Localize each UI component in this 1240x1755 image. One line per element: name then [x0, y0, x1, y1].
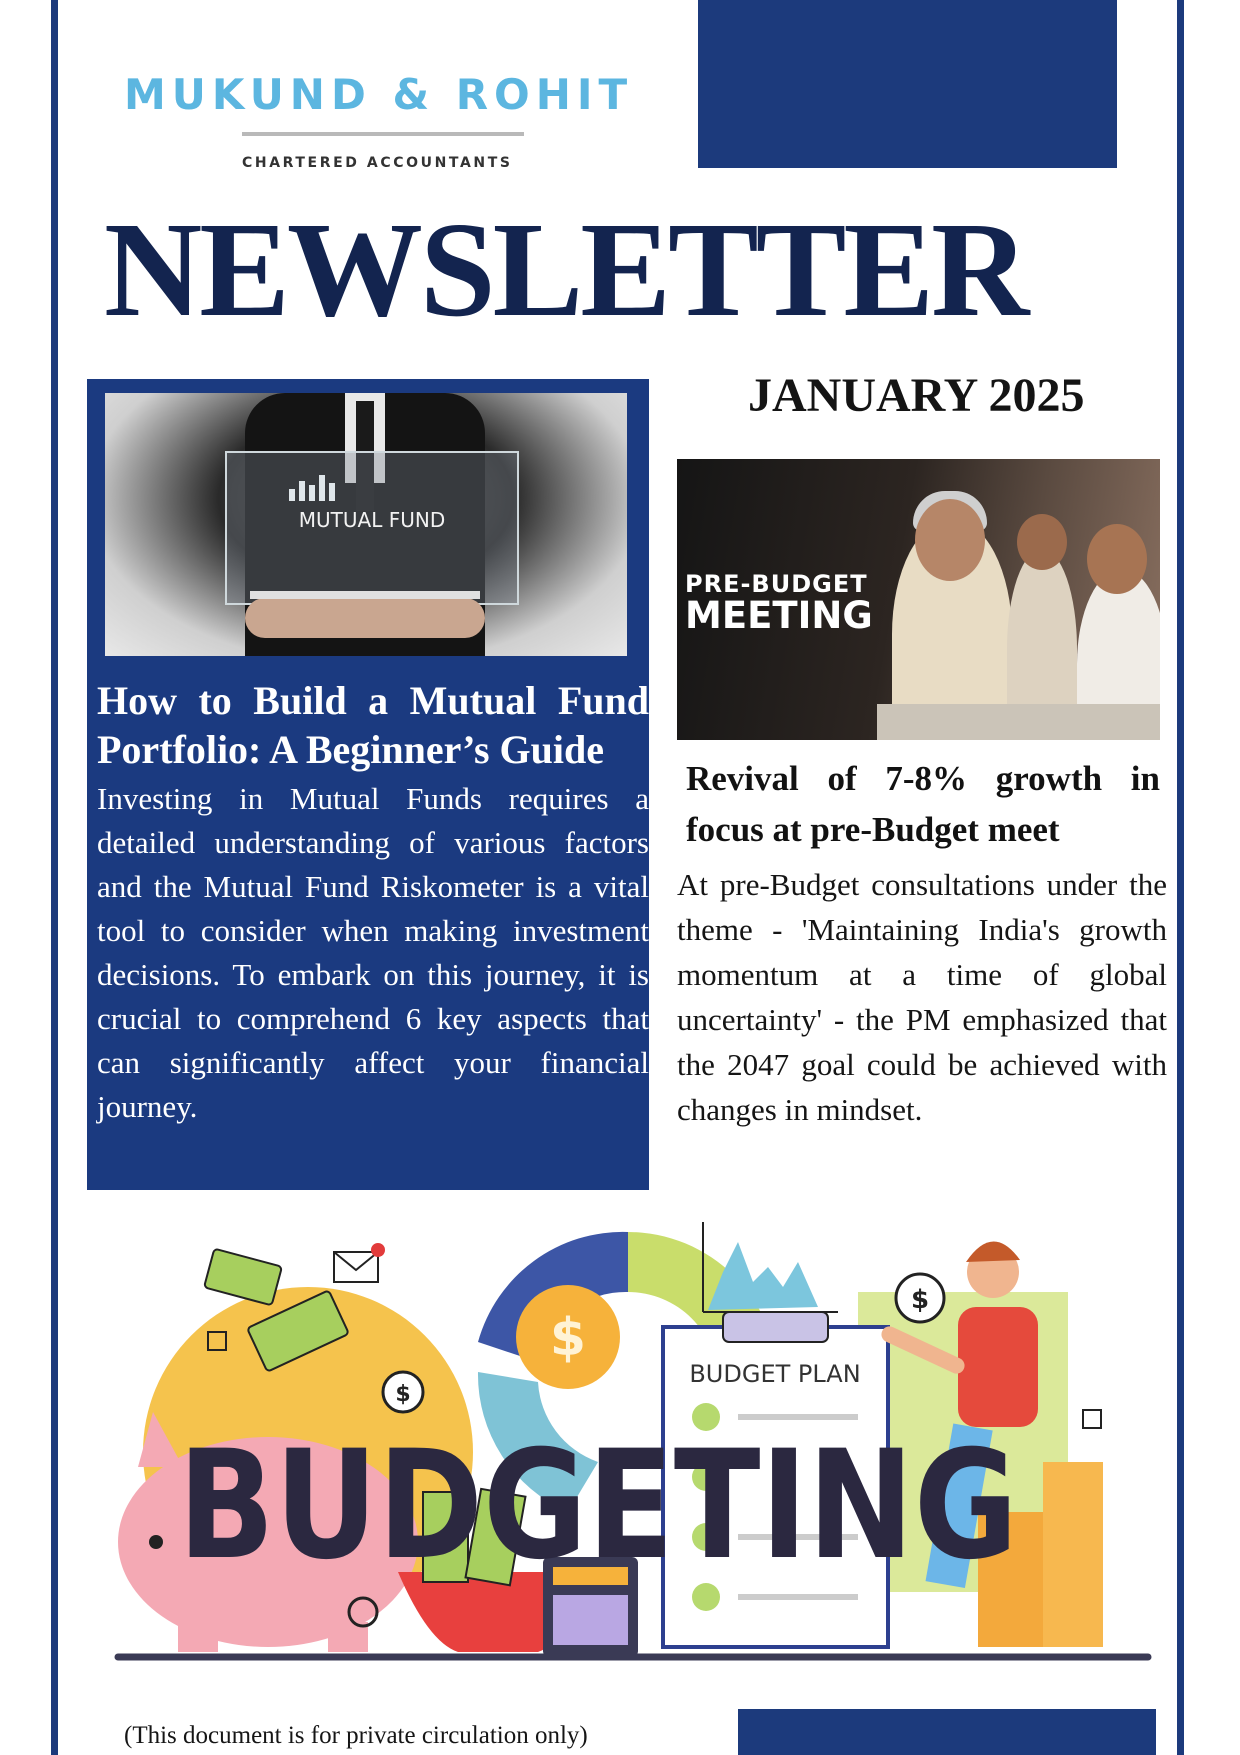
page-border-right [1177, 0, 1184, 1755]
firm-logo-name: MUKUND & ROHIT [124, 70, 634, 119]
photo-person-head [1017, 514, 1067, 570]
svg-text:$: $ [910, 1285, 930, 1315]
photo-table [877, 704, 1160, 740]
dollar-circle-icon [383, 1372, 423, 1412]
photo-person-head [1087, 524, 1147, 594]
svg-text:$: $ [395, 1382, 411, 1407]
firm-logo-tagline: CHARTERED ACCOUNTANTS [242, 155, 513, 171]
budgeting-illustration [98, 1212, 1158, 1662]
envelope-icon [334, 1243, 385, 1282]
svg-text:$: $ [549, 1308, 587, 1368]
mutual-fund-article-title: How to Build a Mutual Fund Portfolio: A Beginner’s Guide [97, 678, 649, 772]
meeting-caption-line2: MEETING [685, 594, 873, 637]
header-accent-block [698, 0, 1117, 168]
mutual-fund-image-text: MUTUAL FUND [298, 508, 446, 532]
meeting-photo-caption [685, 571, 885, 635]
mutual-fund-photo [105, 393, 627, 656]
page-border-left [51, 0, 58, 1755]
footer-disclaimer: (This document is for private circulation only) [124, 1722, 588, 1749]
pre-budget-meeting-photo [677, 459, 1160, 740]
photo-hands [245, 598, 485, 638]
footer-accent-block [738, 1709, 1156, 1755]
hologram-screen [225, 451, 519, 605]
photo-tablet [250, 591, 480, 599]
hologram-bars-icon [287, 471, 347, 501]
clipboard-label: BUDGET PLAN [689, 1360, 861, 1388]
logo-divider [242, 132, 524, 136]
issue-date: JANUARY 2025 [748, 369, 1085, 422]
budgeting-word: BUDGETING [178, 1419, 1018, 1593]
pre-budget-article-title: Revival of 7-8% growth in focus at pre-Budget meet [686, 759, 1160, 849]
meeting-caption-line1: PRE-BUDGET [685, 570, 868, 598]
photo-person-head [915, 499, 985, 581]
pre-budget-article-body: At pre-Budget consultations under the theme - 'Maintaining India's growth momentum at a time of global uncertainty' - the PM emphasized that the 2047 goal could be achieved with changes in mindset. [677, 867, 1167, 1127]
checkbox-icon [1083, 1410, 1101, 1428]
mutual-fund-article-body: Investing in Mutual Funds requires a detailed understanding of various factors and the Mutual Fund Riskometer is a vital tool to consider when making investment decisions. To embark on this journey, it is crucial to comprehend 6 key aspects that can significantly affect your financial journey. [97, 781, 649, 1124]
newsletter-title: NEWSLETTER [104, 195, 1027, 345]
dollar-circle-icon [896, 1274, 944, 1322]
